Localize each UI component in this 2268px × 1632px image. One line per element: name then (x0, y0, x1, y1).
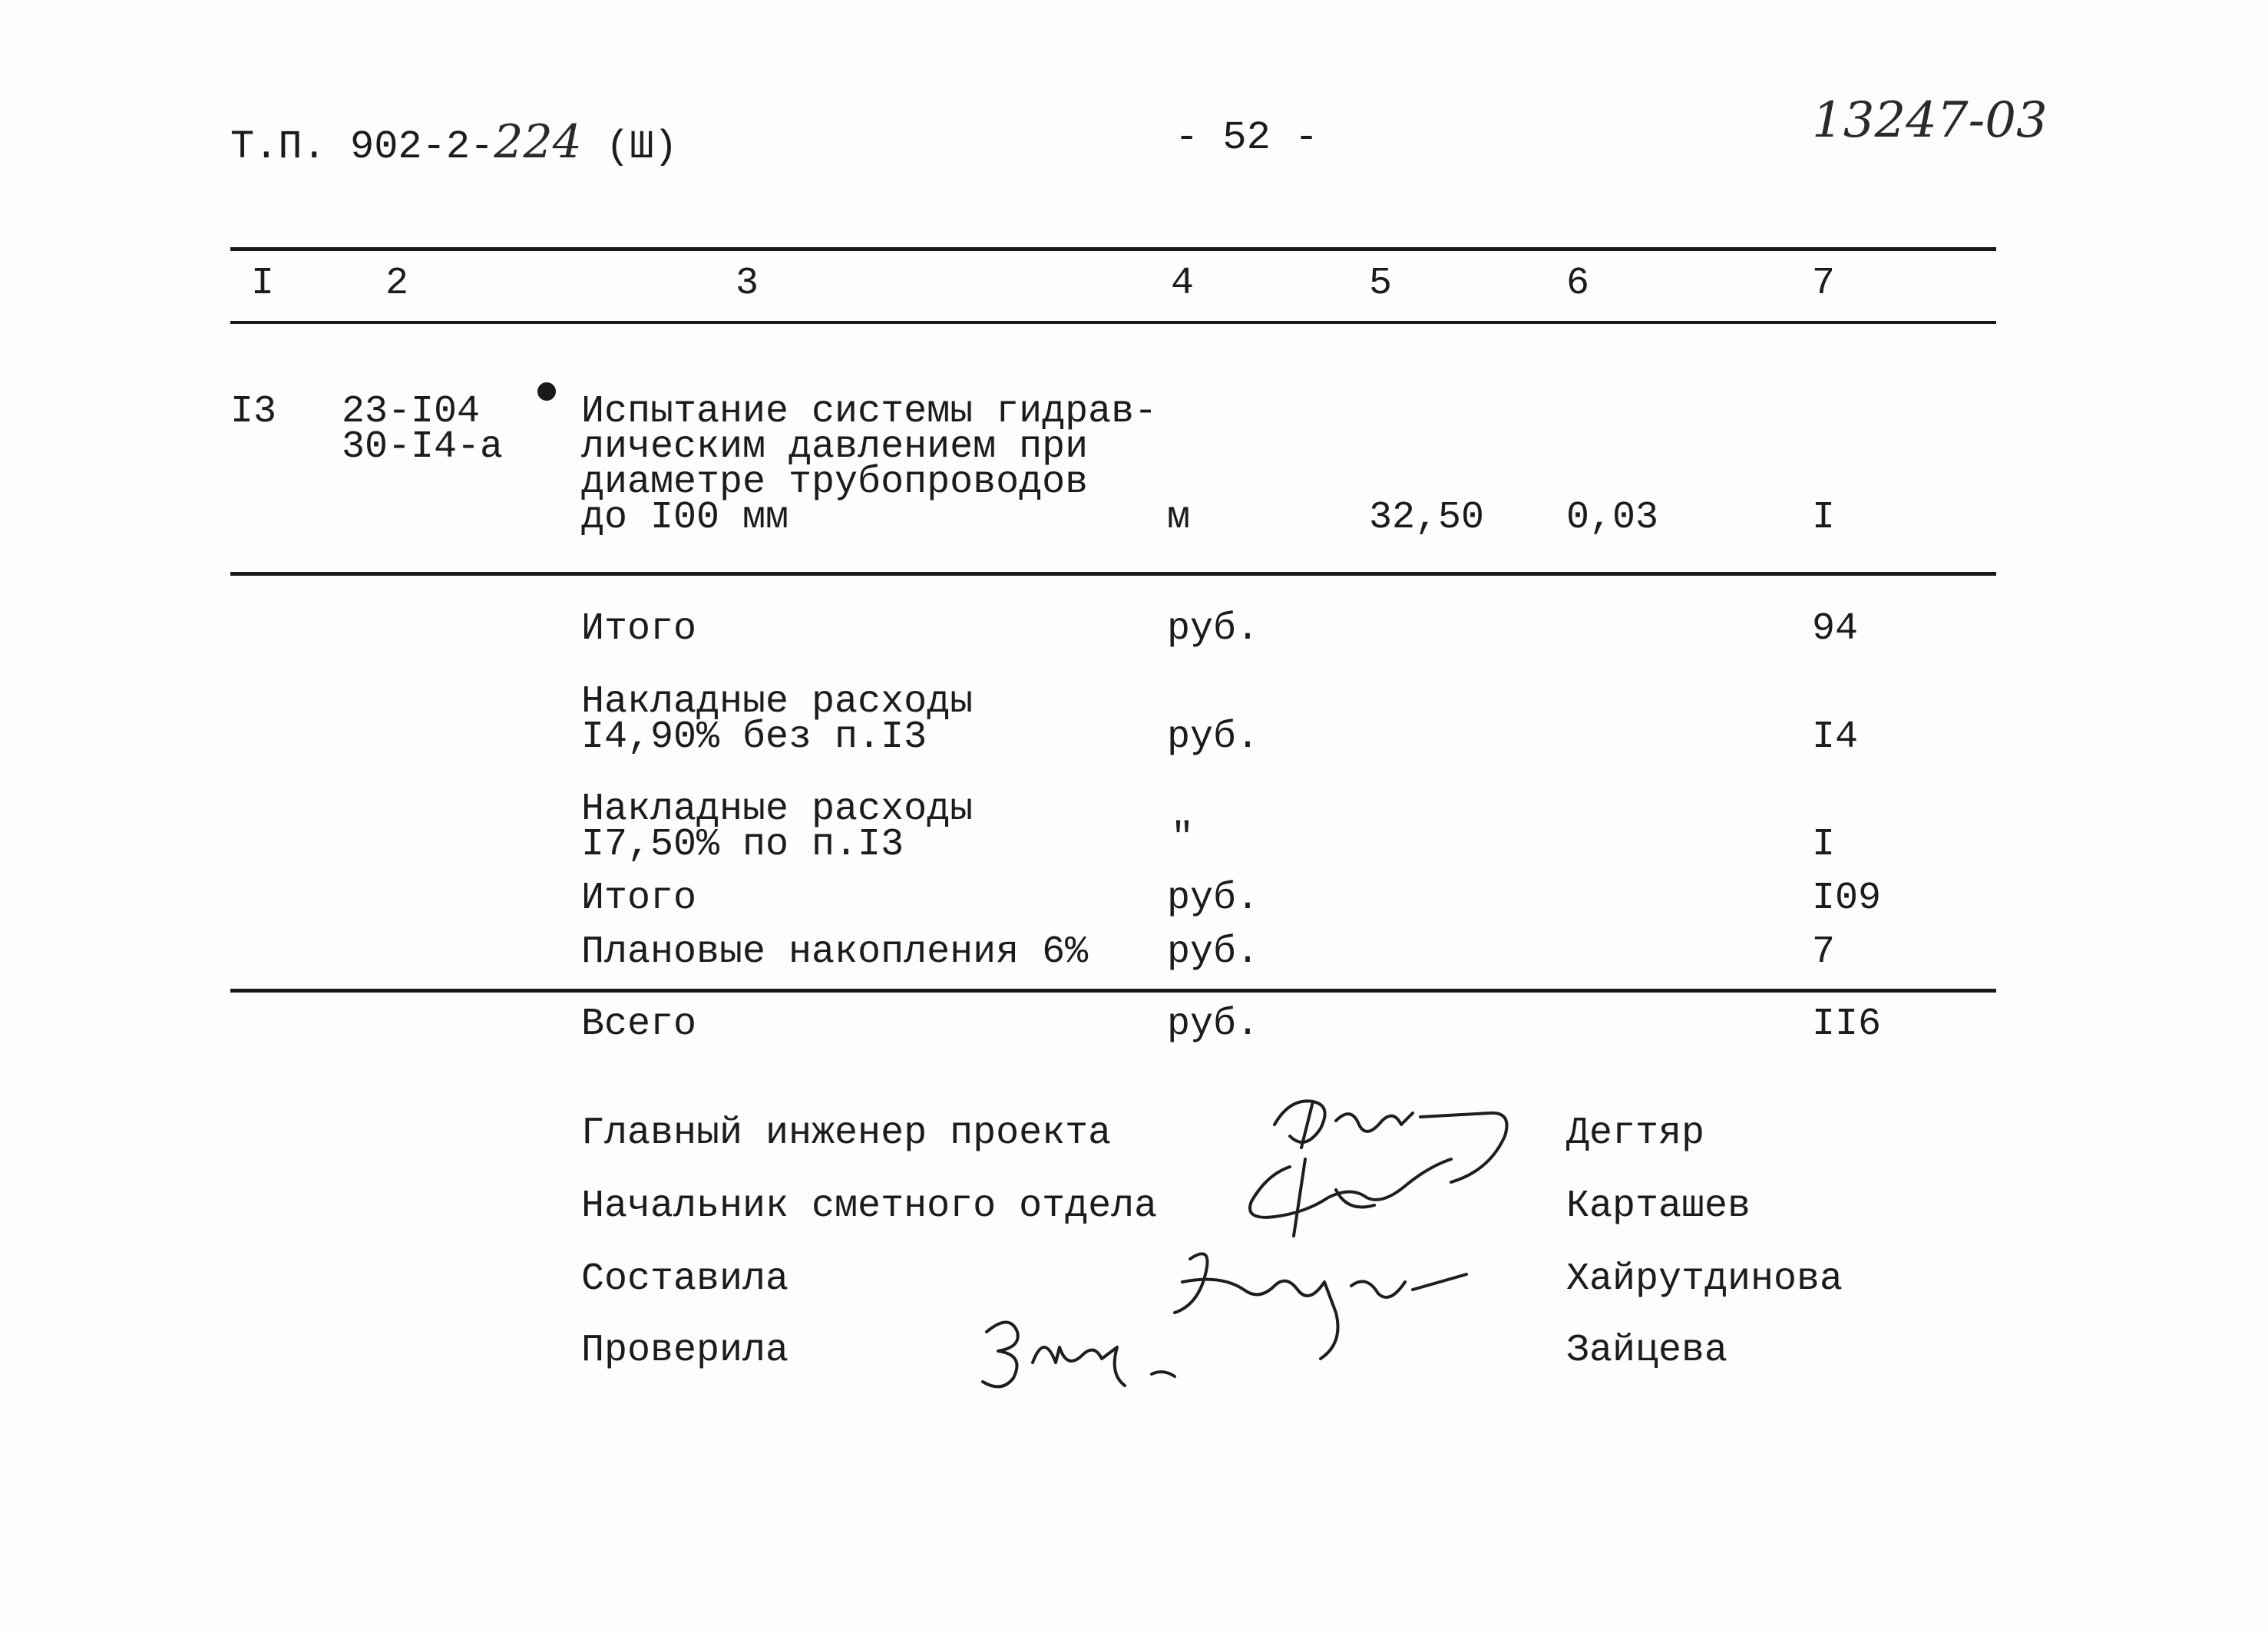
signature-name-checker: Зайцева (1566, 1329, 1728, 1373)
doc-code (230, 115, 678, 170)
doc-code-suffix: (Ш) (606, 124, 678, 170)
col-header-2: 2 (385, 262, 409, 306)
col-header-7: 7 (1812, 262, 1836, 306)
col-header-3: 3 (736, 262, 759, 306)
summary-value-overhead-1: I4 (1812, 715, 1859, 759)
item-desc-line-1: Испытание системы гидрав- (581, 390, 1158, 434)
summary-label-savings: Плановые накопления 6% (581, 930, 1089, 974)
summary-label-overhead-2a: Накладные расходы (581, 788, 974, 831)
col-header-6: 6 (1566, 262, 1590, 306)
summary-value-overhead-2: I (1812, 823, 1836, 867)
doc-code-prefix: Т.П. 902-2- (230, 124, 494, 170)
header-rule (230, 321, 1996, 324)
item-quantity: 32,50 (1369, 496, 1485, 540)
signature-khairutdinova (1159, 1228, 1482, 1366)
col-header-5: 5 (1369, 262, 1393, 306)
summary-unit-subtotal: руб. (1167, 607, 1260, 651)
item-desc-line-4: до I00 мм (581, 496, 789, 540)
summary-label-subtotal: Итого (581, 607, 697, 651)
item-desc-line-3: диаметре трубопроводов (581, 461, 1089, 504)
page-number: - 52 - (1175, 115, 1319, 160)
item-rule (230, 572, 1996, 576)
item-desc-line-2: лическим давлением при (581, 425, 1089, 469)
top-rule (230, 247, 1996, 251)
summary-value-subtotal-2: I09 (1812, 877, 1882, 920)
summary-label-overhead-1a: Накладные расходы (581, 680, 974, 724)
bullet-mark (537, 382, 556, 401)
summary-value-subtotal: 94 (1812, 607, 1859, 651)
col-header-1: I (251, 262, 275, 306)
summary-label-subtotal-2: Итого (581, 877, 697, 920)
item-number: I3 (230, 390, 277, 434)
summary-unit-overhead-2: " (1171, 817, 1195, 861)
grand-total-value: II6 (1812, 1003, 1882, 1046)
archive-number: 13247-03 (1812, 92, 2048, 149)
grand-total-unit: руб. (1167, 1003, 1260, 1046)
item-code-1: 23-I04 (342, 390, 481, 434)
item-unit: м (1167, 496, 1191, 540)
summary-label-overhead-1b: I4,90% без п.I3 (581, 715, 927, 759)
signature-zaitseva (971, 1301, 1194, 1401)
summary-unit-overhead-1: руб. (1167, 715, 1260, 759)
summary-label-overhead-2b: I7,50% по п.I3 (581, 823, 904, 867)
item-total: I (1812, 496, 1836, 540)
signature-name-compiler: Хайрутдинова (1566, 1257, 1843, 1301)
signature-role-compiler: Составила (581, 1257, 789, 1301)
signature-role-checker: Проверила (581, 1329, 789, 1373)
signature-name-chief-engineer: Дегтяр (1566, 1112, 1705, 1155)
summary-value-savings: 7 (1812, 930, 1836, 974)
grand-total-label: Всего (581, 1003, 697, 1046)
doc-code-handwritten: 224 (494, 115, 582, 169)
summary-unit-savings: руб. (1167, 930, 1260, 974)
col-header-4: 4 (1171, 262, 1195, 306)
summary-unit-subtotal-2: руб. (1167, 877, 1260, 920)
signature-role-estimate-head: Начальник сметного отдела (581, 1184, 1158, 1228)
item-price: 0,03 (1566, 496, 1659, 540)
signature-role-chief-engineer: Главный инженер проекта (581, 1112, 1112, 1155)
total-rule (230, 989, 1996, 993)
signature-name-estimate-head: Карташев (1566, 1184, 1751, 1228)
item-code-2: 30-I4-а (342, 425, 504, 469)
